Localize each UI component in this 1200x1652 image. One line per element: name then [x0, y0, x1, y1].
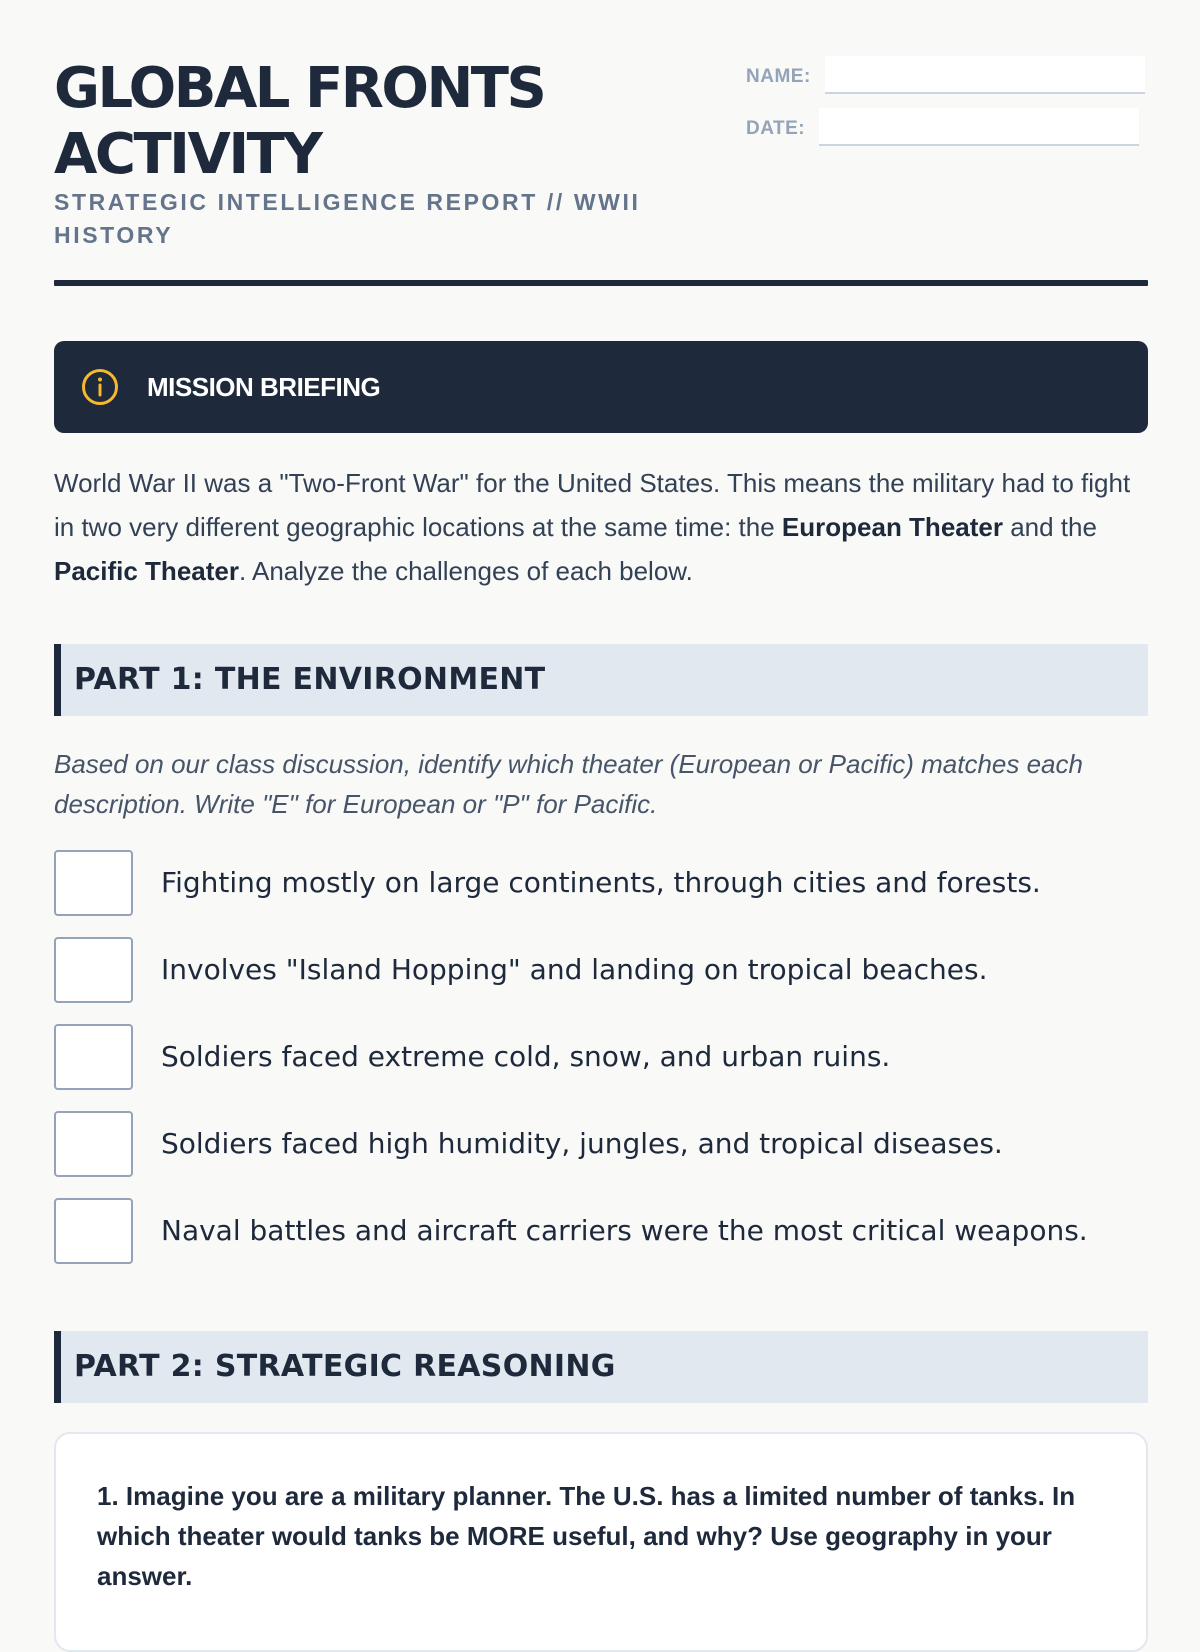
part1-title: PART 1: THE ENVIRONMENT — [74, 662, 546, 697]
intro-european-theater: European Theater — [781, 512, 1003, 542]
page-subtitle: STRATEGIC INTELLIGENCE REPORT // WWII HISTORY — [54, 189, 641, 248]
part2-header — [54, 1331, 1148, 1403]
intro-pacific-theater: Pacific Theater — [54, 556, 239, 586]
date-row — [746, 108, 1139, 146]
question-1-text: 1. Imagine you are a military planner. The U.S. has a limited number of tanks. In which theater would tanks be MORE useful, and why? Use geography in your answer. — [97, 1481, 1076, 1591]
answer-box[interactable] — [54, 1198, 133, 1264]
item-text: Fighting mostly on large continents, through cities and forests. — [161, 866, 1041, 899]
briefing-title: MISSION BRIEFING — [147, 372, 381, 402]
answer-box[interactable] — [54, 850, 133, 916]
list-item — [54, 1198, 1148, 1285]
part1-instructions: Based on our class discussion, identify which theater (European or Pacific) matches each description. Write "E" for European or "P" for Pacific. — [54, 749, 1083, 819]
intro-text: World War II was a "Two-Front War" for the United States. This means the military had to fight in two very different geographic locations at the same time: the — [54, 468, 1131, 542]
worksheet-header — [54, 56, 1148, 287]
date-label: DATE: — [746, 118, 806, 139]
name-field[interactable] — [825, 56, 1145, 94]
item-text: Involves "Island Hopping" and landing on tropical beaches. — [161, 953, 988, 986]
name-row — [746, 56, 1145, 94]
answer-box[interactable] — [54, 937, 133, 1003]
list-item — [54, 1111, 1148, 1198]
name-label: NAME: — [746, 66, 811, 87]
list-item — [54, 1024, 1148, 1111]
item-text: Soldiers faced high humidity, jungles, and tropical diseases. — [161, 1127, 1003, 1160]
item-text: Naval battles and aircraft carriers were the most critical weapons. — [161, 1214, 1088, 1247]
question-card — [54, 1432, 1148, 1652]
date-field[interactable] — [819, 108, 1139, 146]
intro-text: and the — [1002, 512, 1097, 542]
list-item — [54, 850, 1148, 937]
part1-header — [54, 644, 1148, 716]
mission-briefing-banner — [54, 341, 1148, 433]
page-title: GLOBAL FRONTS ACTIVITY — [54, 56, 545, 187]
answer-box[interactable] — [54, 1024, 133, 1090]
list-item — [54, 937, 1148, 1024]
intro-text: . Analyze the challenges of each below. — [238, 556, 693, 586]
info-icon — [81, 368, 119, 406]
header-divider — [54, 280, 1148, 286]
item-text: Soldiers faced extreme cold, snow, and urban ruins. — [161, 1040, 891, 1073]
answer-box[interactable] — [54, 1111, 133, 1177]
part2-title: PART 2: STRATEGIC REASONING — [74, 1349, 616, 1384]
briefing-intro — [54, 461, 1148, 593]
part1-item-list — [54, 850, 1148, 1285]
